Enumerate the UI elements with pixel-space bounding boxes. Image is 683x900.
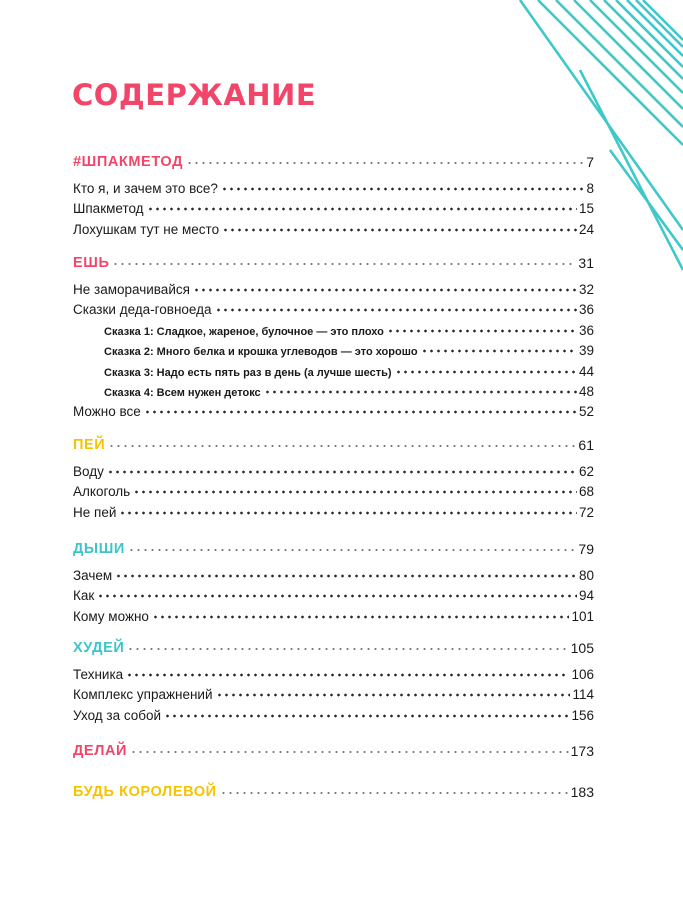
toc-page-number: 36	[578, 302, 594, 318]
dot-leader	[387, 329, 577, 333]
toc-page-number: 8	[586, 181, 594, 196]
toc-subentry[interactable]	[104, 377, 594, 399]
toc-entry-label: Комплекс упражнений	[73, 687, 213, 703]
toc-page-number: 106	[571, 667, 594, 682]
toc-page-number: 7	[586, 154, 594, 170]
toc-page-number: 32	[578, 282, 594, 297]
dot-leader	[221, 187, 585, 191]
toc-page-number: 105	[570, 640, 594, 656]
toc-entry-label: Как	[73, 588, 95, 604]
toc-entry-label: Лохушкам тут не место	[73, 221, 220, 237]
toc-page-number: 61	[578, 437, 594, 453]
toc-entry[interactable]	[73, 275, 594, 297]
toc-page-number: 62	[578, 464, 594, 479]
toc-page-number: 36	[578, 322, 594, 338]
dot-leader	[97, 594, 577, 598]
toc-section-label: ПЕЙ	[73, 437, 106, 453]
page-title: СОДЕРЖАНИЕ	[72, 78, 317, 112]
toc-page-number: 24	[578, 221, 594, 237]
toc-page-number: 48	[578, 384, 594, 399]
dot-leader	[115, 574, 577, 578]
toc-entry[interactable]	[73, 701, 594, 723]
dot-leader	[395, 370, 577, 374]
dot-leader	[133, 490, 577, 494]
toc-subentry[interactable]	[104, 336, 594, 358]
toc-section-label: ЕШЬ	[73, 255, 110, 271]
toc-entry-label: Не заморачивайся	[73, 282, 190, 297]
toc-page-number: 52	[578, 404, 594, 420]
toc-entry[interactable]	[73, 194, 594, 216]
toc-page-number: 79	[578, 541, 594, 557]
toc-page-number: 39	[578, 343, 594, 359]
toc-entry-label: Кому можно	[73, 608, 149, 624]
toc-subentry[interactable]	[104, 357, 594, 379]
dot-leader	[164, 714, 569, 718]
dot-leader	[193, 288, 577, 292]
dot-leader	[216, 693, 571, 697]
dot-leader	[112, 262, 576, 266]
toc-entry[interactable]	[73, 215, 594, 237]
toc-entry-label: Воду	[73, 464, 104, 479]
toc-entry[interactable]	[73, 457, 594, 479]
dot-leader	[107, 470, 577, 474]
toc-section[interactable]	[73, 431, 594, 453]
toc-entry-label: Уход за собой	[73, 707, 162, 723]
toc-page-number: 80	[578, 568, 594, 583]
toc-subentry-label: Сказка 3: Надо есть пять раз в день (а лучше шесть)	[104, 366, 392, 379]
toc-section[interactable]	[73, 737, 594, 759]
toc-section[interactable]	[73, 634, 594, 656]
dot-leader	[147, 207, 577, 211]
toc-entry[interactable]	[73, 174, 594, 196]
toc-entry-label: Зачем	[73, 568, 113, 583]
dot-leader	[108, 444, 576, 448]
toc-page-number: 72	[578, 504, 594, 520]
toc-entry-label: Не пей	[73, 504, 117, 520]
toc-page-number: 156	[571, 707, 594, 723]
toc-entry[interactable]	[73, 660, 594, 682]
toc-entry[interactable]	[73, 477, 594, 499]
toc-entry-label: Алкоголь	[73, 484, 131, 500]
dot-leader	[264, 390, 577, 394]
toc-page-number: 101	[571, 608, 594, 624]
dot-leader	[220, 791, 569, 795]
dot-leader	[421, 349, 577, 353]
toc-section[interactable]	[73, 535, 594, 557]
toc-subentry-label: Сказка 2: Много белка и крошка углеводов — это хорошо	[104, 346, 418, 359]
toc-entry-label: Сказки деда-говноеда	[73, 302, 212, 318]
toc-page-number: 44	[578, 363, 594, 379]
toc-page-number: 94	[578, 588, 594, 604]
toc-section-label: ДЕЛАЙ	[73, 743, 128, 759]
dot-leader	[186, 161, 584, 165]
toc-page-number: 68	[578, 484, 594, 500]
toc-section[interactable]	[73, 778, 594, 800]
toc-page-number: 114	[572, 687, 594, 703]
toc-subentry-label: Сказка 1: Сладкое, жареное, булочное — это плохо	[104, 325, 384, 338]
toc-entry-label: Техника	[73, 667, 124, 682]
toc-section[interactable]	[73, 249, 594, 271]
dot-leader	[130, 750, 569, 754]
toc-entry[interactable]	[73, 602, 594, 624]
toc-entry[interactable]	[73, 680, 594, 702]
dot-leader	[215, 308, 577, 312]
dot-leader	[119, 511, 577, 515]
dot-leader	[144, 410, 577, 414]
toc-page-number: 15	[578, 201, 594, 217]
toc-entry[interactable]	[73, 561, 594, 583]
toc-section-label: #ШПАКМЕТОД	[73, 154, 184, 170]
toc-section-label: ХУДЕЙ	[73, 640, 125, 656]
toc-page-number: 173	[570, 743, 594, 759]
toc-entry[interactable]	[73, 295, 594, 317]
toc-section-label: ДЫШИ	[73, 541, 125, 557]
dot-leader	[127, 647, 568, 651]
dot-leader	[128, 548, 577, 552]
toc-subentry-label: Сказка 4: Всем нужен детокс	[104, 387, 261, 399]
toc-entry[interactable]	[73, 498, 594, 520]
toc-entry-label: Шпакметод	[73, 201, 144, 217]
dot-leader	[126, 673, 569, 677]
toc-entry-label: Можно все	[73, 404, 141, 420]
dot-leader	[152, 615, 570, 619]
dot-leader	[222, 228, 577, 232]
toc-entry[interactable]	[73, 581, 594, 603]
toc-entry[interactable]	[73, 397, 594, 419]
toc-page-number: 31	[578, 255, 594, 271]
toc-page-number: 183	[570, 784, 594, 800]
toc-entry-label: Кто я, и зачем это все?	[73, 181, 218, 196]
toc-section-label: БУДЬ КОРОЛЕВОЙ	[73, 784, 217, 800]
toc-section[interactable]	[73, 148, 594, 170]
toc-subentry[interactable]	[104, 316, 594, 338]
